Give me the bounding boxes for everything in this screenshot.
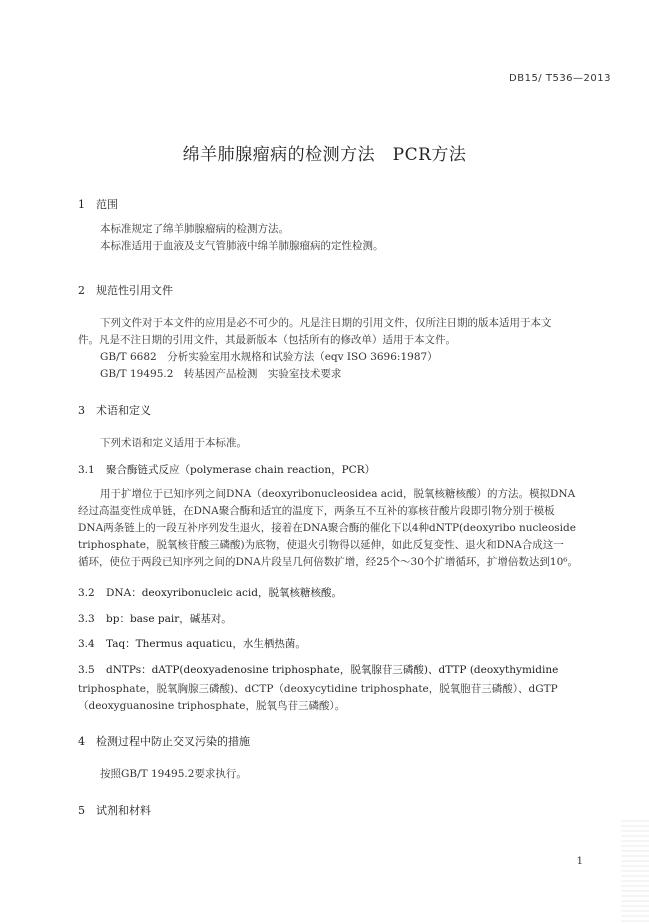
term-number: 3.5: [78, 664, 95, 676]
term-text: bp：base pair，碱基对。: [106, 613, 232, 625]
section-1-heading: [78, 196, 118, 212]
term-3-4: [78, 636, 306, 651]
paragraph: triphosphate，脱氧胸腺三磷酸)、dCTP（deoxycytidine triphosphate，脱氧胞苷三磷酸）、dGTP: [78, 683, 558, 695]
paragraph: 下列文件对于本文件的应用是必不可少的。凡是注日期的引用文件，仅所注日期的版本适用于本文: [100, 317, 552, 329]
section-number: 1: [78, 198, 85, 211]
term-text: Taq：Thermus aquaticu，水生栖热菌。: [106, 638, 306, 650]
paragraph: 按照GB/T 19495.2要求执行。: [100, 768, 247, 780]
section-number: 4: [78, 735, 85, 748]
standard-code: DB15/ T536—2013: [509, 73, 611, 84]
paragraph: triphosphate，脱氧核苷酸三磷酸)为底物，使退火引物得以延伸，如此反复变性、退火和DNA合成这一: [78, 539, 564, 551]
paragraph: 件。凡是不注日期的引用文件，其最新版本（包括所有的修改单）适用于本文件。: [78, 334, 456, 346]
term-3-1-heading: [78, 462, 375, 477]
section-title: 试剂和材料: [96, 804, 151, 817]
term-3-5: [78, 662, 558, 677]
paragraph: 用于扩增位于已知序列之间DNA（deoxyribonucleosidea acid，脱氧核糖核酸）的方法。模拟DNA: [100, 488, 576, 500]
paragraph: DNA两条链上的一段互补序列发生退火，接着在DNA聚合酶的催化下以4种dNTP(deoxyribo nucleoside: [78, 522, 576, 534]
section-number: 5: [78, 804, 85, 817]
section-title: 术语和定义: [96, 404, 151, 417]
page-number: 1: [576, 856, 583, 867]
term-number: 3.3: [78, 613, 95, 625]
term-title: 聚合酶链式反应（polymerase chain reaction，PCR）: [106, 464, 376, 476]
section-3-heading: [78, 402, 151, 418]
scan-edge-artifact: [621, 820, 649, 923]
paragraph: 经过高温变性成单链，在DNA聚合酶和适宜的温度下，两条互不互补的寡核苷酸片段即引物分别于模板: [78, 505, 555, 517]
section-5-heading: [78, 802, 151, 818]
reference-item: GB/T 19495.2 转基因产品检测 实验室技术要求: [100, 368, 342, 380]
paragraph: （deoxyguanosine triphosphate，脱氧鸟苷三磷酸）。: [78, 700, 346, 712]
section-title: 范围: [96, 198, 118, 211]
section-title: 检测过程中防止交叉污染的措施: [96, 735, 250, 748]
paragraph: 本标准适用于血液及支气管肺液中绵羊肺腺瘤病的定性检测。: [100, 240, 384, 252]
reference-item: GB/T 6682 分析实验室用水规格和试验方法（eqv ISO 3696:1987）: [100, 351, 438, 363]
term-number: 3.2: [78, 587, 95, 599]
term-number: 3.1: [78, 464, 95, 476]
paragraph: 循环，使位于两段已知序列之间的DNA片段呈几何倍数扩增，经25个～30个扩增循环，扩增倍数达到10⁶。: [78, 556, 578, 568]
section-number: 3: [78, 404, 85, 417]
section-number: 2: [78, 284, 85, 297]
term-3-2: [78, 585, 342, 600]
paragraph: 下列术语和定义适用于本标准。: [100, 437, 247, 449]
term-number: 3.4: [78, 638, 95, 650]
section-4-heading: [78, 733, 250, 749]
term-text: DNA：deoxyribonucleic acid，脱氧核糖核酸。: [106, 587, 342, 599]
section-2-heading: [78, 282, 173, 298]
term-3-3: [78, 611, 232, 626]
section-title: 规范性引用文件: [96, 284, 173, 297]
paragraph: 本标准规定了绵羊肺腺瘤病的检测方法。: [100, 223, 289, 235]
term-text: dNTPs：dATP(deoxyadenosine triphosphate，脱氧腺苷三磷酸)、dTTP (deoxythymidine: [106, 664, 559, 676]
document-title: 绵羊肺腺瘤病的检测方法 PCR方法: [182, 145, 467, 165]
